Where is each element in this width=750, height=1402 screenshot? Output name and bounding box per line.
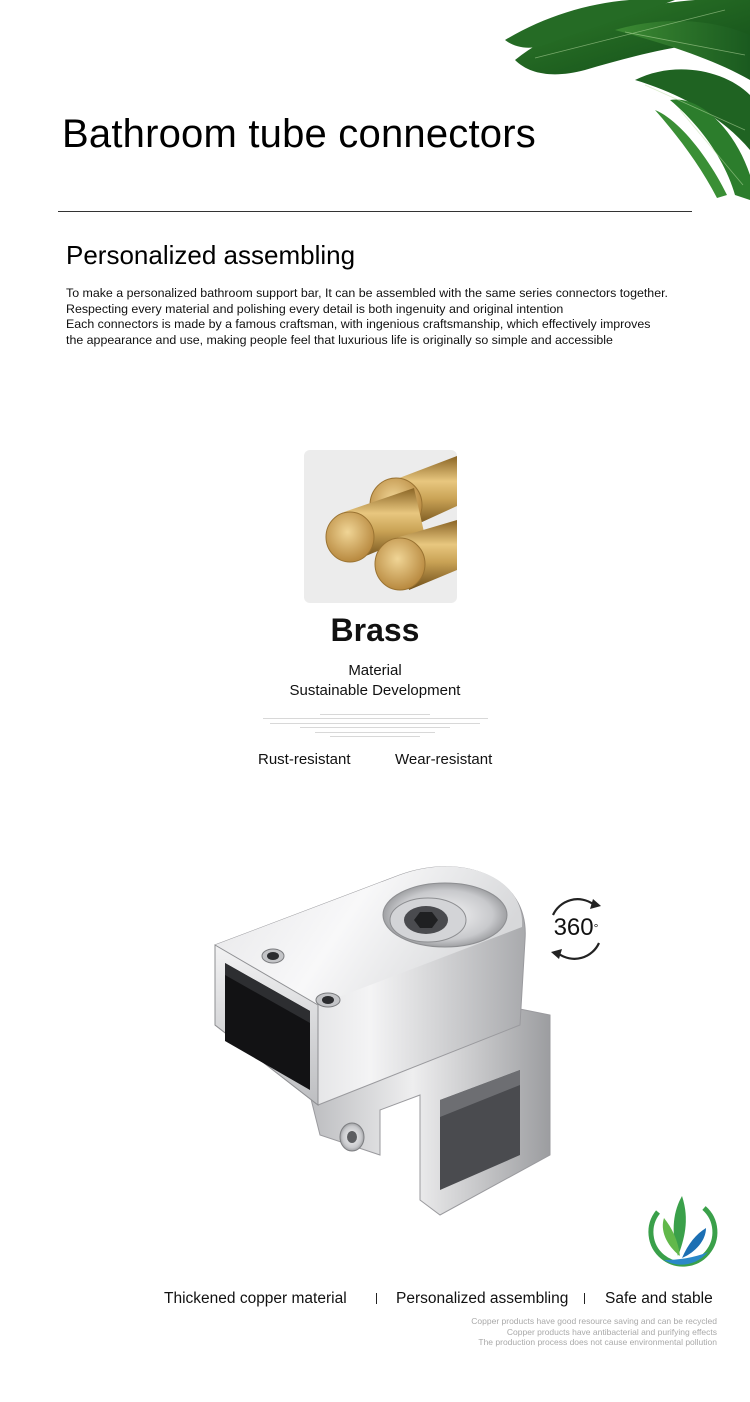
brass-rods-image xyxy=(304,450,457,603)
intro-line: To make a personalized bathroom support bar, It can be assembled with the same series connectors together. xyxy=(66,286,668,300)
feature-separator xyxy=(584,1293,585,1304)
intro-paragraph xyxy=(66,286,706,348)
feature-separator xyxy=(376,1293,377,1304)
material-label: Material xyxy=(348,662,402,679)
material-subtitle: Sustainable Development xyxy=(289,682,461,699)
intro-line: Respecting every material and polishing every detail is both ingenuity and original intention xyxy=(66,301,564,316)
rotation-unit: ° xyxy=(593,921,599,935)
page-title: Bathroom tube connectors xyxy=(62,112,536,156)
connector-product-image xyxy=(200,855,560,1225)
feature-wear-resistant: Wear-resistant xyxy=(395,751,493,768)
material-title: Brass xyxy=(330,612,420,648)
feature-safe-stable: Safe and stable xyxy=(605,1290,713,1307)
brass-rods-illustration xyxy=(304,450,457,603)
title-divider xyxy=(58,211,692,212)
footnote-line: The production process does not cause environmental pollution xyxy=(478,1337,717,1348)
rotation-label: 360 xyxy=(553,914,594,941)
fine-print-decoration xyxy=(260,714,490,736)
feature-rust-resistant: Rust-resistant xyxy=(258,751,351,768)
section-heading: Personalized assembling xyxy=(66,240,356,270)
feature-thickened-copper: Thickened copper material xyxy=(164,1290,347,1307)
intro-line: the appearance and use, making people feel that luxurious life is originally so simple and accessible xyxy=(66,332,613,347)
rotate-360-icon xyxy=(543,897,609,961)
eco-leaf-logo-icon xyxy=(644,1190,720,1272)
tropical-leaves-icon xyxy=(495,0,750,200)
footnote-line: Copper products have antibacterial and purifying effects xyxy=(506,1326,717,1337)
footnotes xyxy=(400,1316,717,1348)
footnote-line: Copper products have good resource saving and can be recycled xyxy=(471,1316,717,1326)
intro-line: Each connectors is made by a famous craftsman, with ingenious craftsmanship, which effectively improves xyxy=(66,317,651,331)
feature-personalized-assembling: Personalized assembling xyxy=(396,1290,569,1307)
